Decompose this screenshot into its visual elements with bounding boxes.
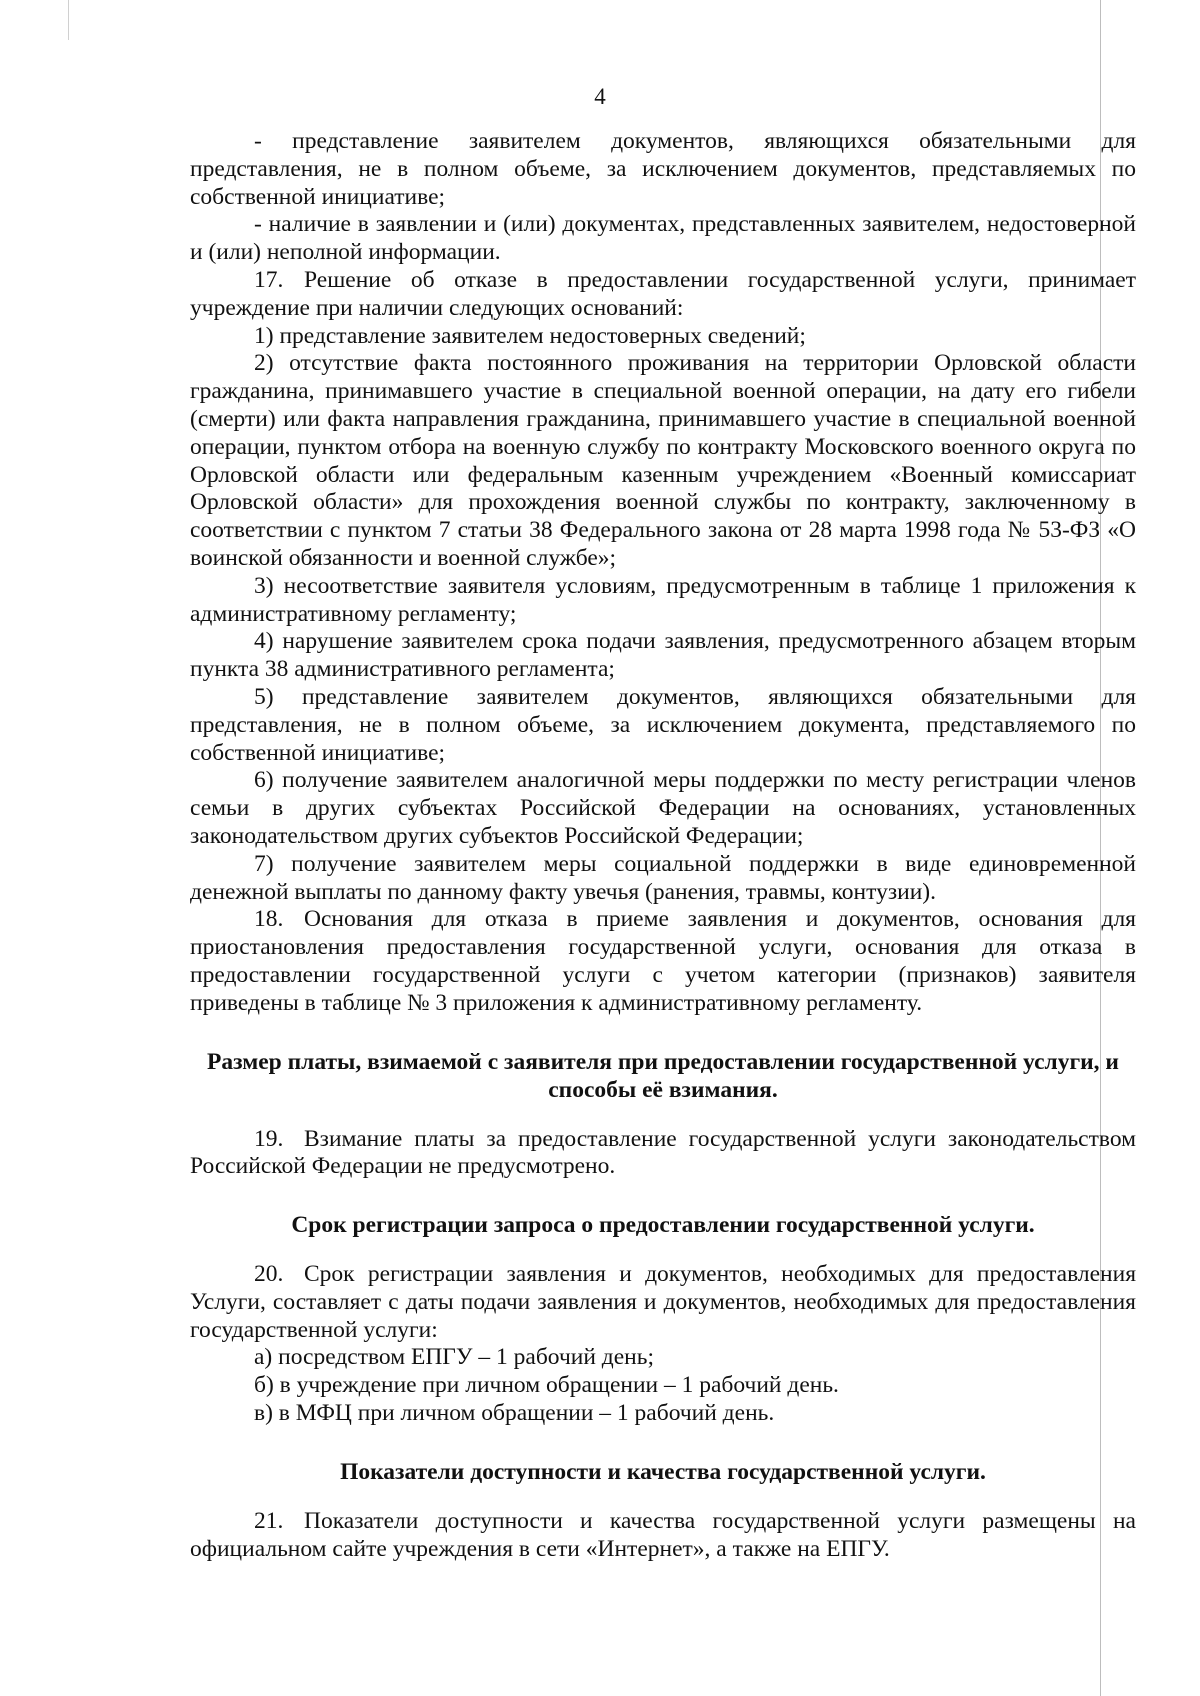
section-20-item-a: а) посредством ЕПГУ – 1 рабочий день; [254,1344,654,1371]
section-17-item-3: 3) несоответствие заявителя условиям, предусмотренным в таблице 1 приложения к административному регламенту; [190,572,1136,627]
section-19 [190,1126,1136,1182]
section-17-item-5: 5) представление заявителем документов, являющихся обязательными для представления, не в полном объеме, за исключением документа, представляемого по собственной инициативе; [190,683,1136,766]
section-19-text: Взимание платы за предоставление государственной услуги законодательством Российской Федерации не предусмотрено. [190,1125,1136,1180]
section-19-number: 19. [254,1125,284,1152]
section-17-item-7: 7) получение заявителем меры социальной поддержки в виде единовременной денежной выплаты по данному факту увечья (ранения, травмы, контузии). [190,850,1136,905]
section-20-number: 20. [254,1261,284,1288]
heading-registration: Срок регистрации запроса о предоставлении государственной услуги. [291,1212,1035,1239]
section-18-number: 18. [254,906,284,933]
paragraph-dash-1: - представление заявителем документов, являющихся обязательными для представления, не в полном объеме, за исключением документов, представляемых по собственной инициативе; [190,128,1136,210]
document-body [190,128,1136,1563]
section-17-item-4: 4) нарушение заявителем срока подачи заявления, предусмотренного абзацем вторым пункта 38 административного регламента; [190,628,1136,683]
heading-quality: Показатели доступности и качества государственной услуги. [340,1458,986,1485]
section-21-number: 21. [254,1507,284,1534]
section-20-text: Срок регистрации заявления и документов, необходимых для предоставления Услуги, составляет с даты подачи заявления и документов, необходимых для предоставления государственной услуги: [190,1261,1136,1343]
section-17-item-6: 6) получение заявителем аналогичной меры поддержки по месту регистрации членов семьи в других субъектах Российской Федерации на основаниях, установленных законодательством других субъектов Российской Федерации; [190,767,1136,849]
section-17-number: 17. [254,266,284,293]
section-20 [190,1261,1136,1344]
section-18 [190,906,1136,1017]
section-17-intro [190,267,1136,323]
section-18-text: Основания для отказа в приеме заявления и документов, основания для приостановления предоставления государственной услуги, основания для отказа в предоставлении государственной услуги с учетом категории (признаков) заявителя приведены в таблице № 3 приложения к административному регламенту. [190,906,1136,1016]
scan-edge-mark [68,0,69,40]
section-20-item-b: б) в учреждение при личном обращении – 1 рабочий день. [254,1372,839,1399]
section-20-item-c: в) в МФЦ при личном обращении – 1 рабочий день. [254,1400,775,1427]
section-17-text: Решение об отказе в предоставлении государственной услуги, принимает учреждение при наличии следующих оснований: [190,266,1136,321]
paragraph-dash-2: - наличие в заявлении и (или) документах, представленных заявителем, недостоверной и (или) неполной информации. [190,211,1136,266]
section-17-item-1: 1) представление заявителем недостоверных сведений; [254,322,806,349]
page-number: 4 [594,84,606,109]
heading-fee: Размер платы, взимаемой с заявителя при предоставлении государственной услуги, и способы её взимания. [207,1048,1119,1103]
section-17-item-2: 2) отсутствие факта постоянного проживания на территории Орловской области гражданина, принимавшего участие в специальной военной операции, на дату его гибели (смерти) или факта направления гражданина, принимавшего участие в специальной военной операции, пунктом отбора на военную службу по контракту Московского военного округа по Орловской области или федеральным казенным учреждением «Военный комиссариат Орловской области» для прохождения военной службы по контракту, заключенному в соответствии с пунктом 7 статьи 38 Федерального закона от 28 марта 1998 года № 53-ФЗ «О воинской обязанности и военной службе»; [190,350,1136,571]
section-21-text: Показатели доступности и качества государственной услуги размещены на официальном сайте учреждения в сети «Интернет», а также на ЕПГУ. [190,1507,1136,1562]
section-21 [190,1508,1136,1564]
